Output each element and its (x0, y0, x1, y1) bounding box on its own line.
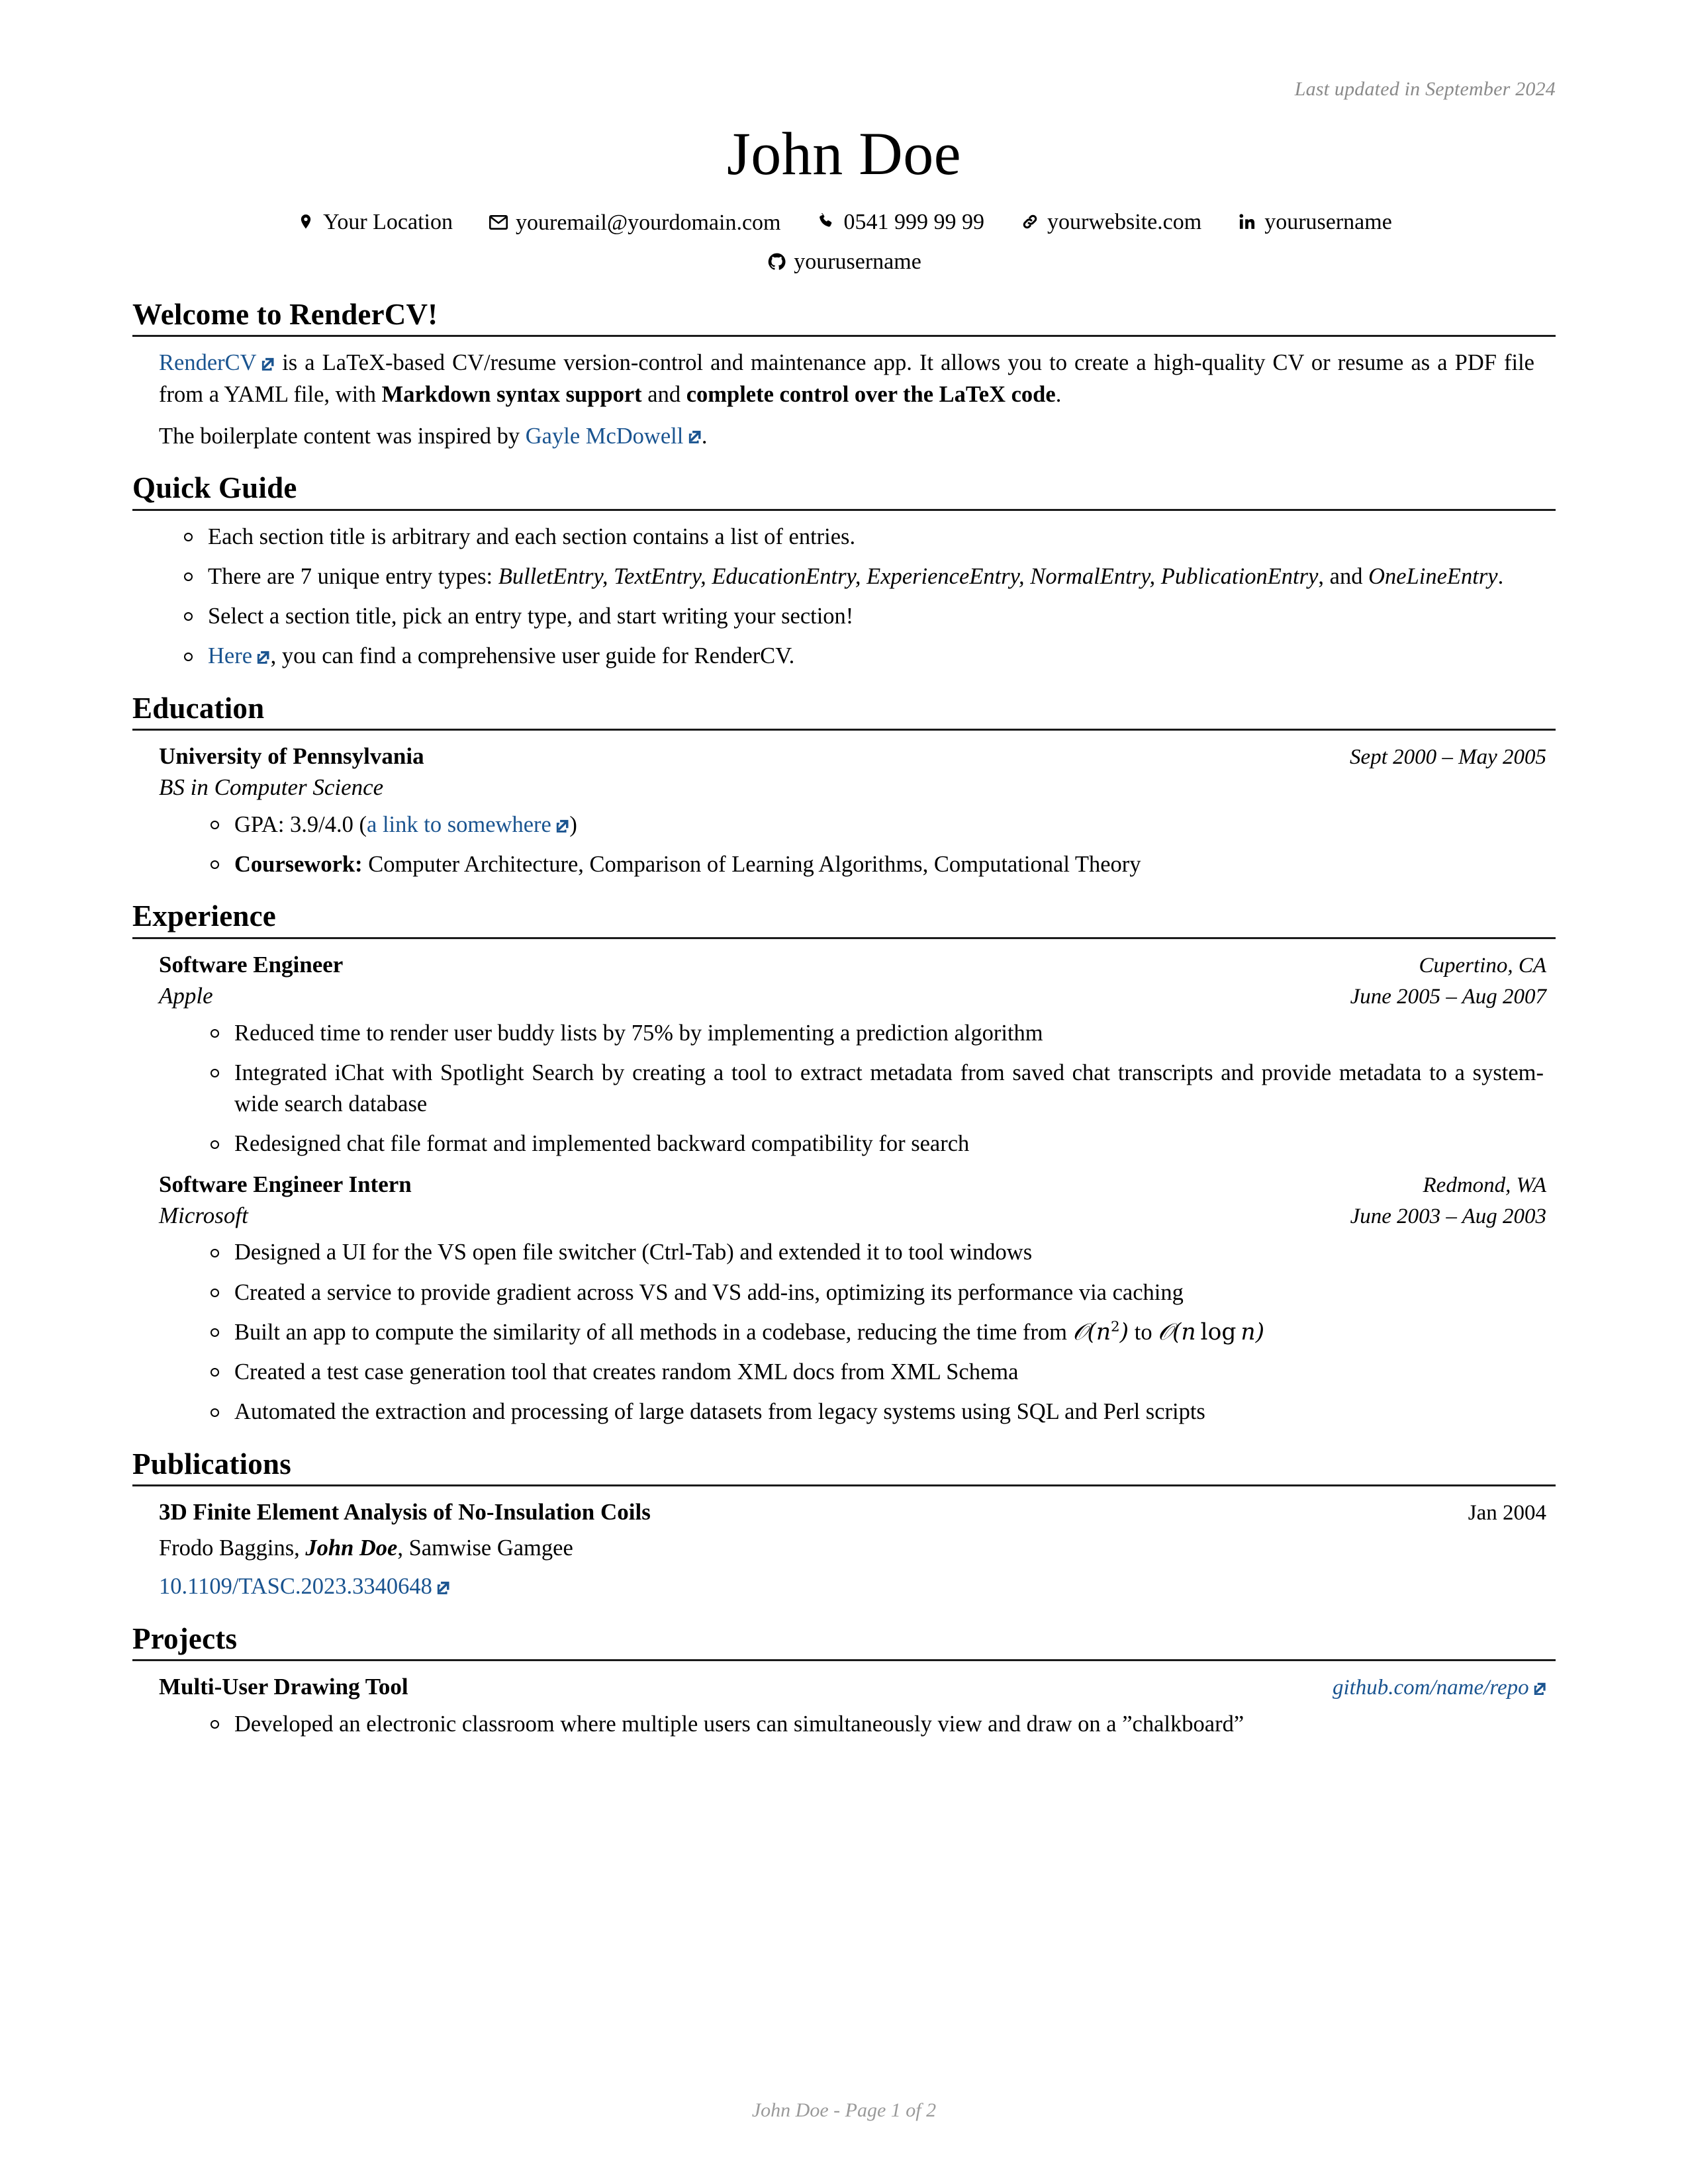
project-repo-link[interactable]: github.com/name/repo (1333, 1676, 1546, 1700)
section-title-education: Education (132, 691, 265, 725)
section-rule (132, 937, 1556, 939)
list-item: Developed an electronic classroom where multiple users can simultaneously view and draw on a ”chalkboard” (207, 1709, 1544, 1740)
welcome-text-a: is a LaTeX-based CV/resume version-control and maintenance app. It allows you to create a high-quality CV or resume as a PDF file from a YAML file, with (159, 350, 1534, 407)
education-highlight-list (132, 809, 1556, 881)
coursework-text: Computer Architecture, Comparison of Learning Algorithms, Computational Theory (362, 852, 1141, 878)
complexity-prefix: Built an app to compute the similarity of all methods in a codebase, reducing the time from (234, 1319, 1073, 1345)
quick-guide-list (132, 522, 1556, 672)
welcome-text-c: . (1055, 381, 1062, 407)
entry-types-end: . (1497, 563, 1504, 589)
page-title: John Doe (726, 120, 962, 187)
entry-subheader (132, 981, 1556, 1012)
external-link-icon (688, 430, 702, 443)
publication-doi (132, 1570, 1556, 1602)
section-rule (132, 509, 1556, 511)
section-education (132, 692, 1556, 881)
section-welcome (132, 298, 1556, 452)
external-link-icon (436, 1580, 450, 1594)
list-item: Automated the extraction and processing of large datasets from legacy systems using SQL and Perl scripts (207, 1396, 1544, 1428)
entry-highlights (132, 1709, 1556, 1740)
gpa-text: GPA: 3.9/4.0 ( (234, 811, 367, 837)
entry-header (132, 1672, 1556, 1703)
section-rule (132, 729, 1556, 731)
big-o-quadratic: $𝒪(n^2)$ (1072, 1318, 1129, 1345)
contact-github-label: yourusername (794, 249, 921, 274)
contact-github[interactable] (767, 245, 921, 279)
big-o-linearithmic: 𝒪(n log n) (1158, 1318, 1265, 1345)
entry-subheader (132, 1201, 1556, 1232)
list-item: Created a test case generation tool that creates random XML docs from XML Schema (207, 1357, 1544, 1388)
project-url (1333, 1673, 1546, 1702)
entry-highlights (132, 809, 1556, 881)
publication-title: 3D Finite Element Analysis of No-Insulation Coils (159, 1499, 651, 1525)
entry-subheader (132, 772, 1556, 803)
boilerplate-text-end: . (701, 423, 708, 449)
section-title-quick-guide: Quick Guide (132, 471, 297, 505)
github-icon (767, 251, 786, 271)
external-link-icon (555, 819, 569, 833)
welcome-bold-latex: complete control over the LaTeX code (686, 381, 1056, 407)
contact-phone[interactable] (817, 205, 985, 239)
position-title: Software Engineer Intern (159, 1171, 412, 1197)
link-icon (1020, 212, 1040, 232)
list-item (207, 849, 1544, 880)
entry-types-2: PublicationEntry (1160, 563, 1319, 589)
list-item: Integrated iChat with Spotlight Search by creating a tool to extract metadata from saved chat transcripts and provide metadata to a system-wide search database (207, 1058, 1544, 1120)
boilerplate-text: The boilerplate content was inspired by (159, 423, 526, 449)
company-name: Apple (159, 982, 213, 1009)
welcome-paragraph-2 (132, 421, 1556, 452)
section-rule (132, 1484, 1556, 1486)
contact-website-label: yourwebsite.com (1047, 209, 1202, 234)
experience-highlight-list (132, 1018, 1556, 1160)
publication-authors (132, 1532, 1556, 1564)
contact-website[interactable] (1020, 205, 1201, 239)
project-name: Multi-User Drawing Tool (159, 1674, 408, 1700)
contact-email-label: youremail@yourdomain.com (516, 210, 781, 235)
institution-name: University of Pennsylvania (159, 743, 424, 770)
list-item: Reduced time to render user buddy lists by 75% by implementing a prediction algorithm (207, 1018, 1544, 1049)
position-location: Cupertino, CA (1419, 953, 1546, 978)
external-link-icon (256, 650, 270, 664)
doi-link[interactable]: 10.1109/TASC.2023.3340648 (159, 1574, 450, 1599)
entry-types-1: BulletEntry, TextEntry, EducationEntry, ExperienceEntry, NormalEntry, (498, 563, 1156, 589)
welcome-paragraph-1 (132, 347, 1556, 410)
external-link-icon (1533, 1682, 1546, 1695)
list-item: Designed a UI for the VS open file switcher (Ctrl-Tab) and extended it to tool windows (207, 1237, 1544, 1268)
list-item (207, 809, 1544, 841)
phone-icon (817, 212, 837, 232)
list-item (180, 561, 1544, 592)
list-item-complexity (207, 1317, 1544, 1348)
entry-types-lead: There are 7 unique entry types: (208, 563, 498, 589)
experience-highlight-list (132, 1237, 1556, 1428)
education-dates: Sept 2000 – May 2005 (1350, 745, 1546, 770)
experience-entry (132, 950, 1556, 1160)
entry-types-conj: , and (1318, 563, 1369, 589)
experience-entry (132, 1169, 1556, 1428)
user-guide-text: , you can find a comprehensive user guide for RenderCV. (270, 643, 795, 669)
position-title: Software Engineer (159, 951, 344, 978)
section-title-experience: Experience (132, 899, 276, 933)
rendercv-link[interactable]: RenderCV (159, 350, 275, 375)
contact-linkedin-label: yourusername (1264, 209, 1392, 234)
section-title-welcome: Welcome to RenderCV! (132, 297, 438, 331)
section-title-projects: Projects (132, 1621, 238, 1655)
entry-highlights (132, 1237, 1556, 1428)
external-link-icon (261, 357, 275, 371)
contact-email[interactable] (489, 206, 781, 240)
authors-before: Frodo Baggins, (159, 1535, 306, 1561)
entry-header (132, 1169, 1556, 1201)
contact-row-primary (132, 205, 1556, 240)
contact-linkedin[interactable] (1237, 205, 1392, 239)
entry-header (132, 741, 1556, 772)
welcome-text-b: and (641, 381, 686, 407)
gpa-link[interactable]: a link to somewhere (367, 812, 569, 837)
section-quick-guide (132, 472, 1556, 672)
entry-header (132, 950, 1556, 981)
entry-highlights (132, 1018, 1556, 1160)
welcome-bold-markdown: Markdown syntax support (381, 381, 642, 407)
project-highlight-list (132, 1709, 1556, 1740)
section-projects (132, 1623, 1556, 1741)
page-footer: John Doe - Page 1 of 2 (751, 2099, 937, 2121)
education-entry (132, 741, 1556, 880)
complexity-middle: to (1129, 1319, 1158, 1345)
project-entry (132, 1672, 1556, 1740)
list-item: Redesigned chat file format and implemented backward compatibility for search (207, 1128, 1544, 1160)
degree-label: BS in Computer Science (159, 774, 384, 800)
publication-entry (132, 1497, 1556, 1602)
section-title-publications: Publications (132, 1447, 291, 1480)
section-publications (132, 1448, 1556, 1603)
linkedin-icon (1237, 212, 1257, 232)
map-pin-icon (296, 212, 316, 232)
list-item: Each section title is arbitrary and each section contains a list of entries. (180, 522, 1544, 553)
entry-header (132, 1497, 1556, 1528)
contact-location[interactable] (296, 205, 453, 239)
company-name: Microsoft (159, 1202, 248, 1228)
position-dates: June 2003 – Aug 2003 (1350, 1204, 1546, 1228)
position-location: Redmond, WA (1423, 1173, 1546, 1197)
section-rule (132, 1659, 1556, 1661)
publication-date: Jan 2004 (1468, 1501, 1546, 1525)
gpa-close-paren: ) (569, 811, 577, 837)
position-dates: June 2005 – Aug 2007 (1350, 984, 1546, 1009)
coursework-label: Coursework: (234, 852, 363, 878)
entry-types-3: OneLineEntry (1368, 563, 1498, 589)
list-item: Select a section title, pick an entry type, and start writing your section! (180, 601, 1544, 632)
last-updated-text: Last updated in September 2024 (1294, 78, 1556, 100)
authors-after: , Samwise Gamgee (397, 1535, 573, 1561)
gayle-mcdowell-link[interactable]: Gayle McDowell (526, 424, 702, 449)
contact-row-secondary (132, 245, 1556, 279)
list-item: Created a service to provide gradient across VS and VS add-ins, optimizing its performance via caching (207, 1277, 1544, 1308)
envelope-icon (489, 212, 508, 232)
contact-phone-label: 0541 999 99 99 (843, 209, 984, 234)
list-item (180, 641, 1544, 672)
author-self: John Doe (305, 1535, 398, 1561)
contact-location-label: Your Location (323, 209, 453, 234)
user-guide-link[interactable]: Here (208, 643, 271, 668)
section-rule (132, 335, 1556, 337)
section-experience (132, 900, 1556, 1428)
